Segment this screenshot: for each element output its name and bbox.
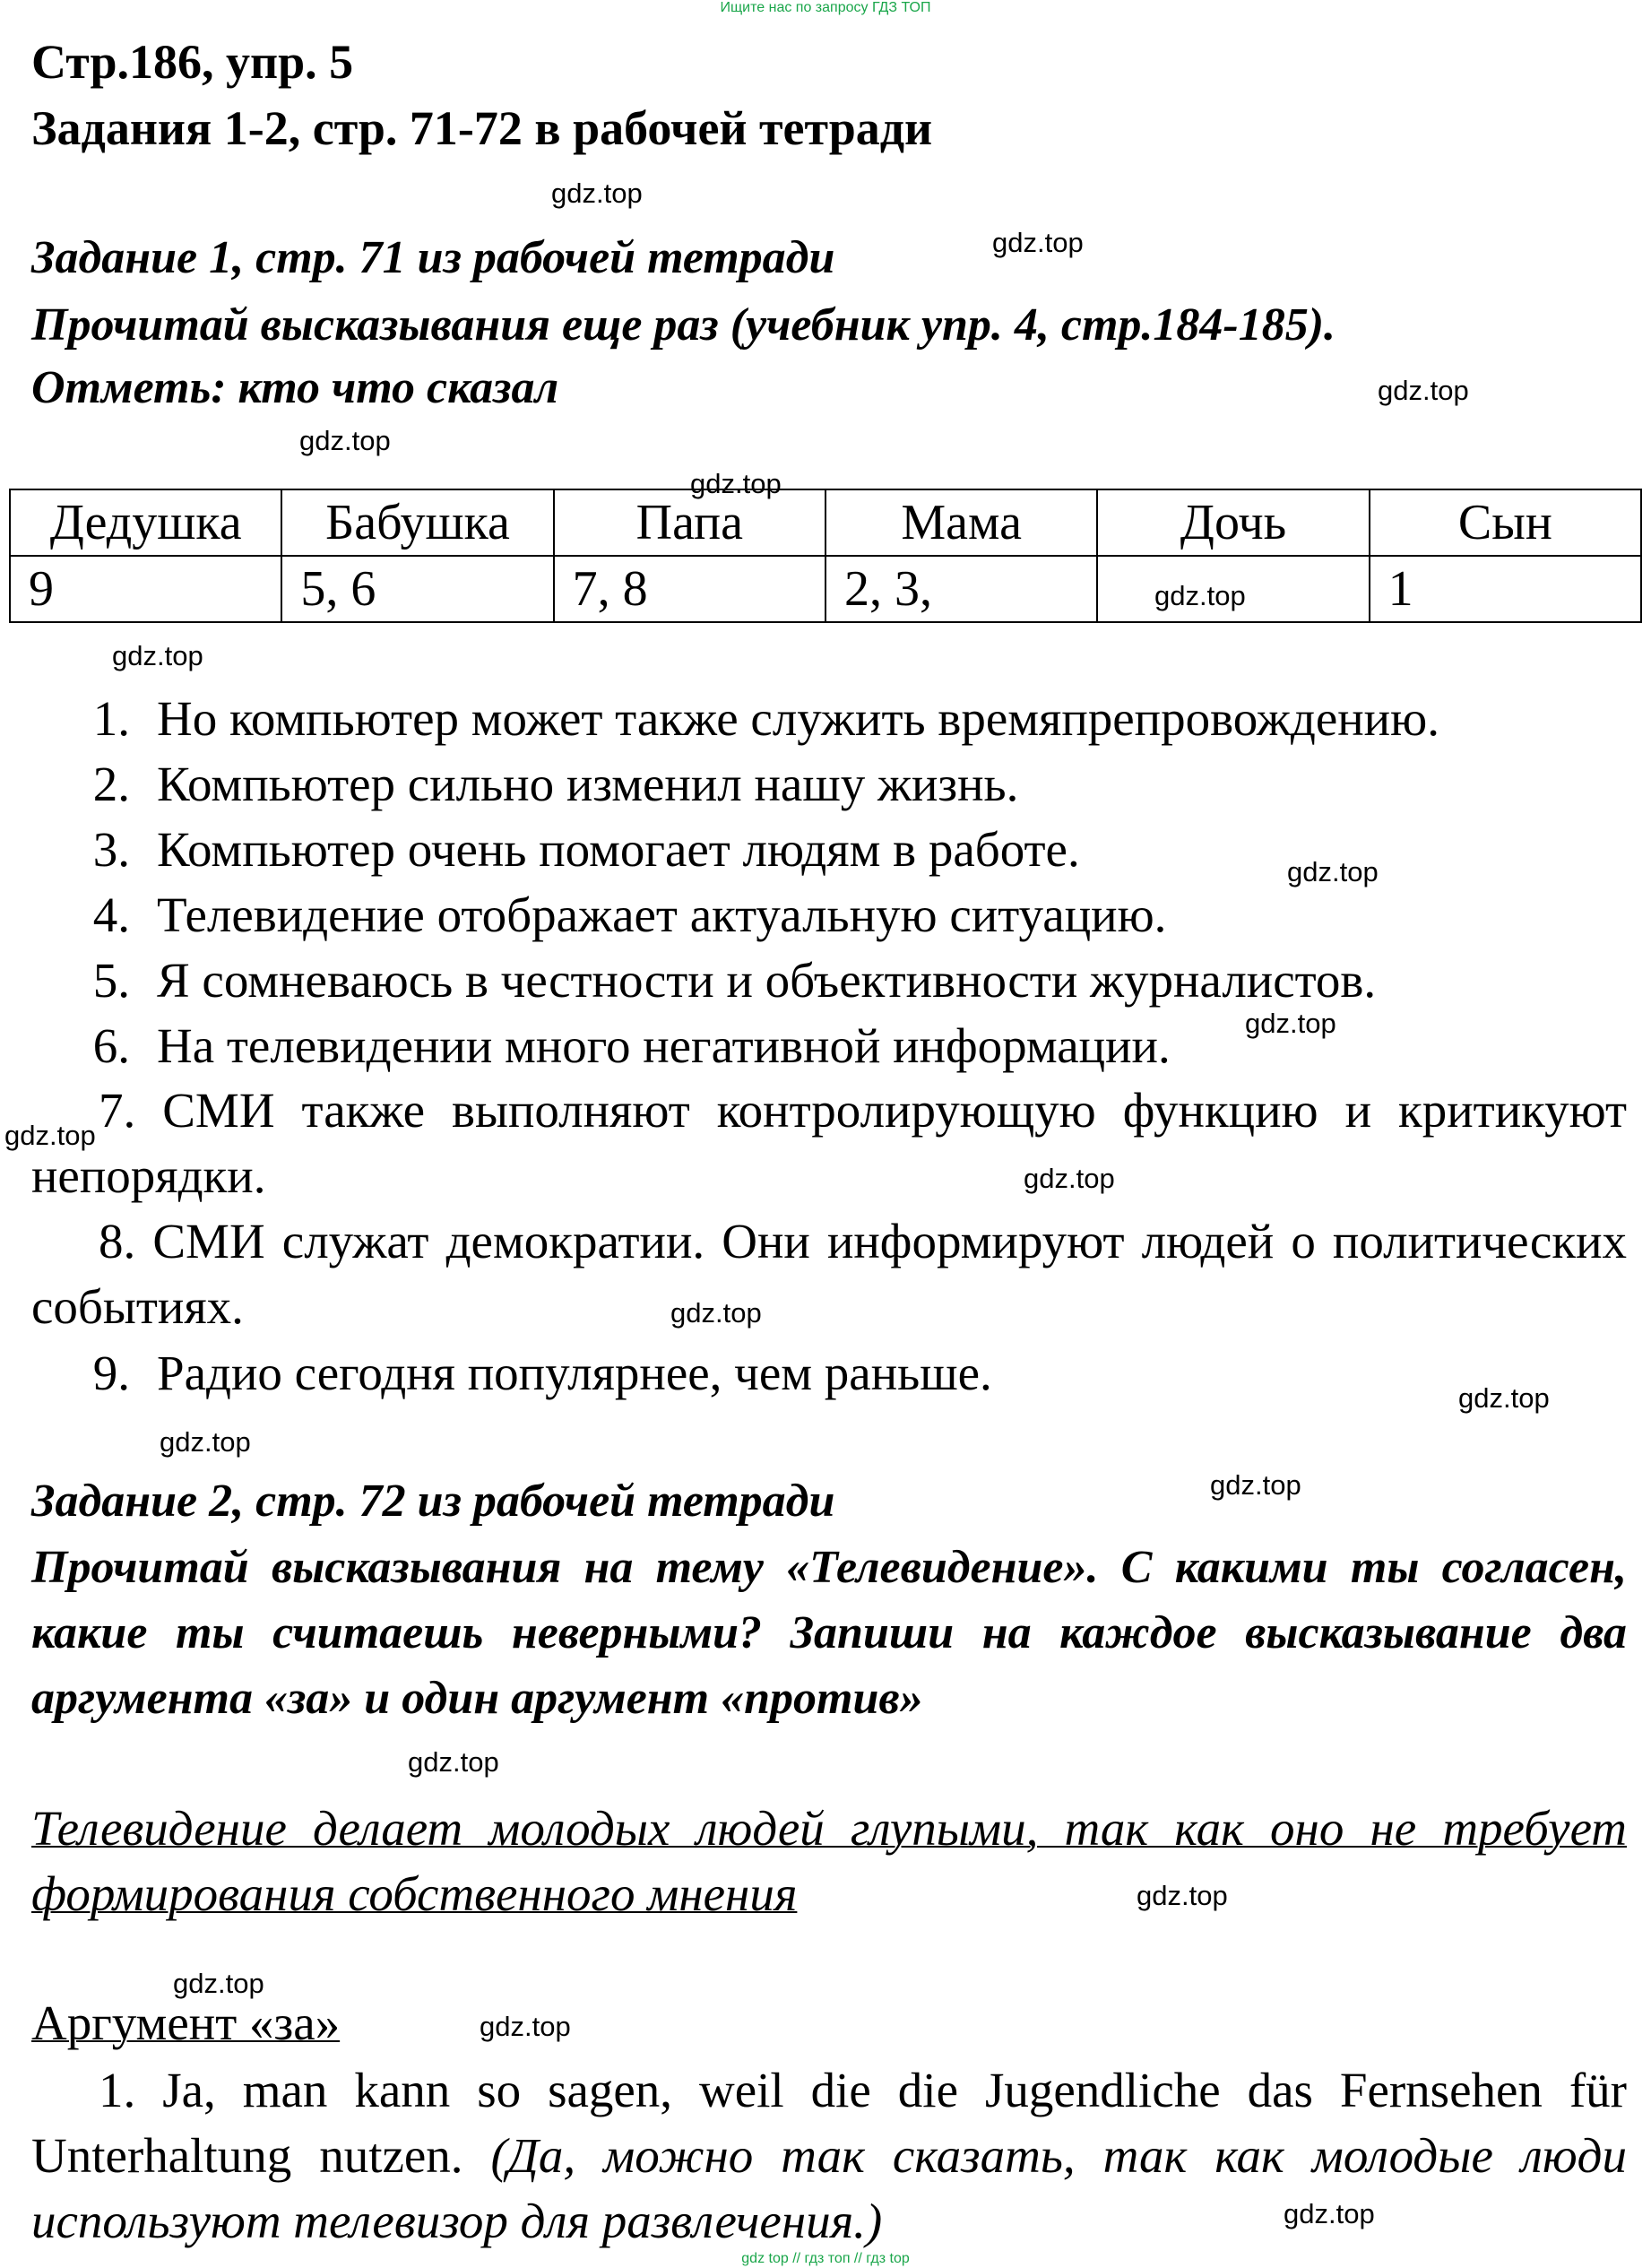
answer-table [9,489,1642,623]
list-item: 9. Радио сегодня популярнее, чем раньше. [92,1346,992,1400]
table-value-row [10,556,1641,622]
task2-instruction: Прочитай высказывания на тему «Телевидение». С какими ты согласен, какие ты считаешь неверными? Запиши на каждое высказывание два аргумента «за» и один аргумент «против» [31,1542,1627,1724]
watermark: gdz.top [690,468,782,499]
value-cell: 1 [1370,556,1641,622]
watermark: gdz.top [4,1120,96,1151]
list-item: 8. СМИ служат демократии. Они информируют людей о политических событиях. [31,1214,1628,1334]
table-header-row [10,489,1641,556]
list-item: 5. Я сомневаюсь в честности и объективности журналистов. [92,953,1377,1008]
page-subheading: Задания 1-2, стр. 71-72 в рабочей тетради [31,101,933,155]
header-cell: Сын [1370,489,1641,556]
page-heading: Стр.186, упр. 5 [31,35,354,89]
argument-pro-title: Аргумент «за» [31,1995,341,2050]
watermark: gdz.top [1287,856,1379,887]
list-item: 7. СМИ также выполняют контролирующую функцию и критикуют непорядки. [31,1083,1627,1203]
watermark: gdz.top [173,1968,264,1999]
watermark: gdz.top [408,1746,499,1778]
list-item: 6. На телевидении много негативной информации. [92,1018,1171,1073]
value-cell: 2, 3, [826,556,1097,622]
tv-statement: Телевидение делает молодых людей глупыми, так как оно не требует формирования собственного мнения [31,1801,1627,1921]
watermark: gdz.top [299,425,391,456]
list-item: 3. Компьютер очень помогает людям в работе. [92,822,1080,877]
watermark: gdz.top [1024,1163,1115,1194]
watermark: gdz.top [1378,375,1469,406]
watermark: gdz.top [551,177,643,209]
watermark: gdz.top [112,640,203,671]
site-search-note: Ищите нас по запросу ГДЗ ТОП [720,0,931,15]
list-item: 4. Телевидение отображает актуальную ситуацию. [92,887,1167,942]
value-cell: 5, 6 [281,556,553,622]
watermark: gdz.top [1284,2198,1375,2229]
watermark: gdz.top [1210,1469,1301,1501]
task1-instruction-line2: Отметь: кто что сказал [31,362,559,413]
list-item: 2. Компьютер сильно изменил нашу жизнь. [92,757,1019,811]
task1-instruction-line1: Прочитай высказывания еще раз (учебник упр. 4, стр.184-185). [31,299,1336,351]
watermark: gdz.top [1137,1880,1228,1911]
task1-title: Задание 1, стр. 71 из рабочей тетради [31,232,835,283]
watermark: gdz.top [480,2011,571,2042]
watermark: gdz.top [992,227,1084,258]
value-cell: 9 [10,556,281,622]
watermark: gdz.top [1154,580,1246,611]
argument-pro-item: 1. Ja, man kann so sagen, weil die die Jugendliche das Fernsehen für Unterhaltung nutzen. (Да, можно так сказать, так как молодые люди используют телевизор для развлечения.) [31,2063,1627,2248]
watermark: gdz.top [160,1426,251,1458]
header-cell: Мама [826,489,1097,556]
watermark: gdz.top [670,1297,762,1329]
site-footer-note: gdz top // гдз топ // гдз top [741,2251,910,2266]
value-cell: 7, 8 [554,556,826,622]
list-item: 1. Но компьютер может также служить времяпрепровождению. [92,691,1439,746]
header-cell: Дедушка [10,489,281,556]
watermark: gdz.top [1245,1008,1336,1039]
header-cell: Папа [554,489,826,556]
task2-title: Задание 2, стр. 72 из рабочей тетради [31,1476,835,1527]
header-cell: Бабушка [281,489,553,556]
watermark: gdz.top [1458,1382,1550,1414]
header-cell: Дочь [1097,489,1369,556]
